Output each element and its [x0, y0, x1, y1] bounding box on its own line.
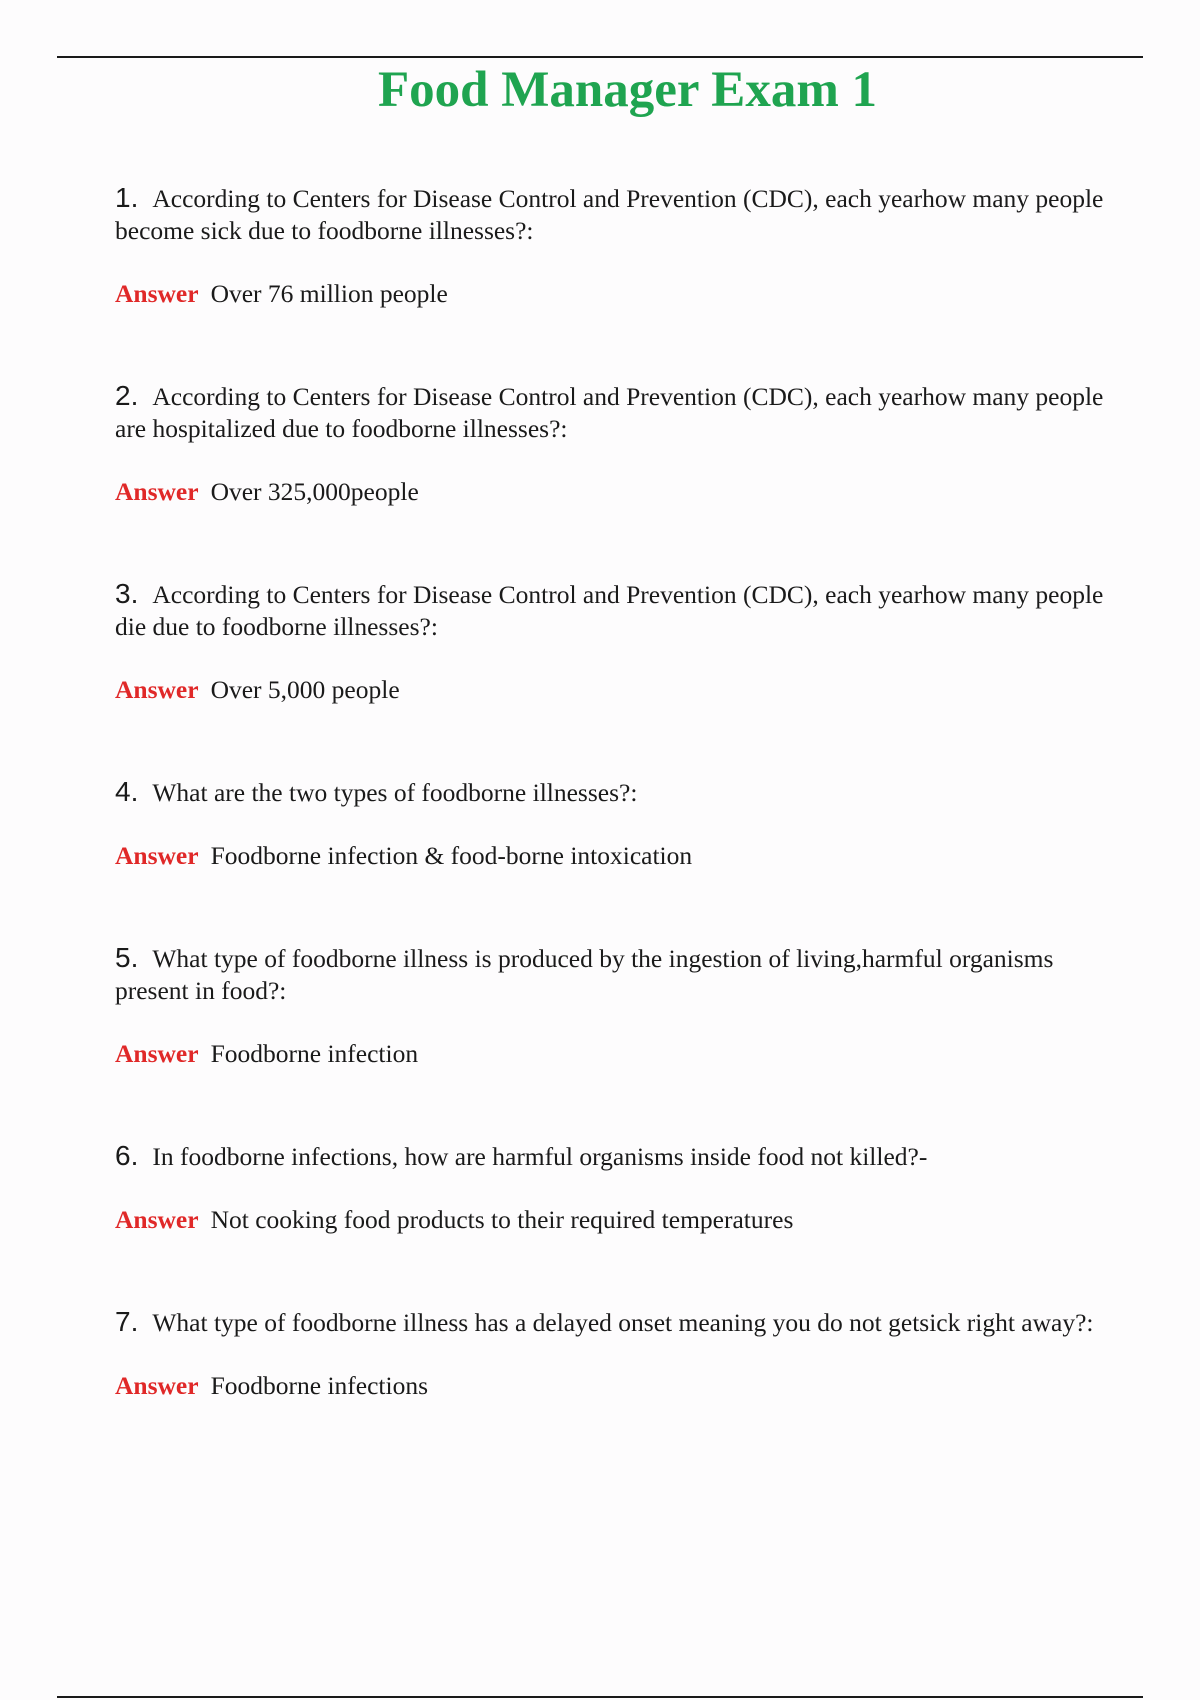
question-text: In foodborne infections, how are harmful organisms inside food not killed?- [152, 1142, 928, 1171]
answer-5 [115, 1007, 1125, 1070]
answer-label: Answer [115, 1205, 199, 1234]
answer-text: Over 76 million people [210, 279, 448, 308]
qa-item-6 [115, 1140, 1125, 1306]
question-number: 4. [115, 776, 139, 807]
question-text: According to Centers for Disease Control and Prevention (CDC), each yearhow many people become sick due to foodborne illnesses?: [115, 184, 1104, 245]
qa-item-7 [115, 1306, 1125, 1504]
answer-label: Answer [115, 279, 199, 308]
question-text: What are the two types of foodborne illnesses?: [152, 778, 638, 807]
question-number: 6. [115, 1140, 139, 1171]
question-1 [115, 182, 1125, 247]
qa-item-3 [115, 578, 1125, 776]
question-2 [115, 380, 1125, 445]
question-text: What type of foodborne illness is produced by the ingestion of living,harmful organisms present in food?: [115, 944, 1054, 1005]
answer-text: Foodborne infection [210, 1039, 419, 1068]
answer-label: Answer [115, 477, 199, 506]
answer-text: Foodborne infections [210, 1371, 429, 1400]
page-title: Food Manager Exam 1 [377, 62, 878, 118]
answer-1 [115, 247, 1125, 310]
question-text: What type of foodborne illness has a delayed onset meaning you do not getsick right away?: [152, 1308, 1094, 1337]
qa-item-5 [115, 942, 1125, 1140]
question-3 [115, 578, 1125, 643]
answer-3 [115, 643, 1125, 706]
qa-item-1 [115, 182, 1125, 380]
question-number: 7. [115, 1306, 139, 1337]
qa-list [115, 182, 1125, 1504]
answer-label: Answer [115, 1039, 199, 1068]
answer-4 [115, 809, 1125, 872]
answer-text: Over 5,000 people [210, 675, 400, 704]
question-number: 3. [115, 578, 139, 609]
answer-label: Answer [115, 841, 199, 870]
question-text: According to Centers for Disease Control and Prevention (CDC), each yearhow many people die due to foodborne illnesses?: [115, 580, 1104, 641]
question-5 [115, 942, 1125, 1007]
answer-text: Foodborne infection & food-borne intoxication [210, 841, 693, 870]
answer-label: Answer [115, 675, 199, 704]
answer-2 [115, 445, 1125, 508]
question-4 [115, 776, 1125, 809]
answer-text: Not cooking food products to their required temperatures [210, 1205, 794, 1234]
question-number: 1. [115, 182, 139, 213]
question-6 [115, 1140, 1125, 1173]
answer-7 [115, 1339, 1125, 1402]
question-number: 2. [115, 380, 139, 411]
question-text: According to Centers for Disease Control and Prevention (CDC), each yearhow many people are hospitalized due to foodborne illnesses?: [115, 382, 1104, 443]
qa-item-2 [115, 380, 1125, 578]
answer-label: Answer [115, 1371, 199, 1400]
question-7 [115, 1306, 1125, 1339]
answer-6 [115, 1173, 1125, 1236]
question-number: 5. [115, 942, 139, 973]
bottom-rule [57, 1696, 1143, 1698]
qa-item-4 [115, 776, 1125, 942]
answer-text: Over 325,000people [210, 477, 419, 506]
